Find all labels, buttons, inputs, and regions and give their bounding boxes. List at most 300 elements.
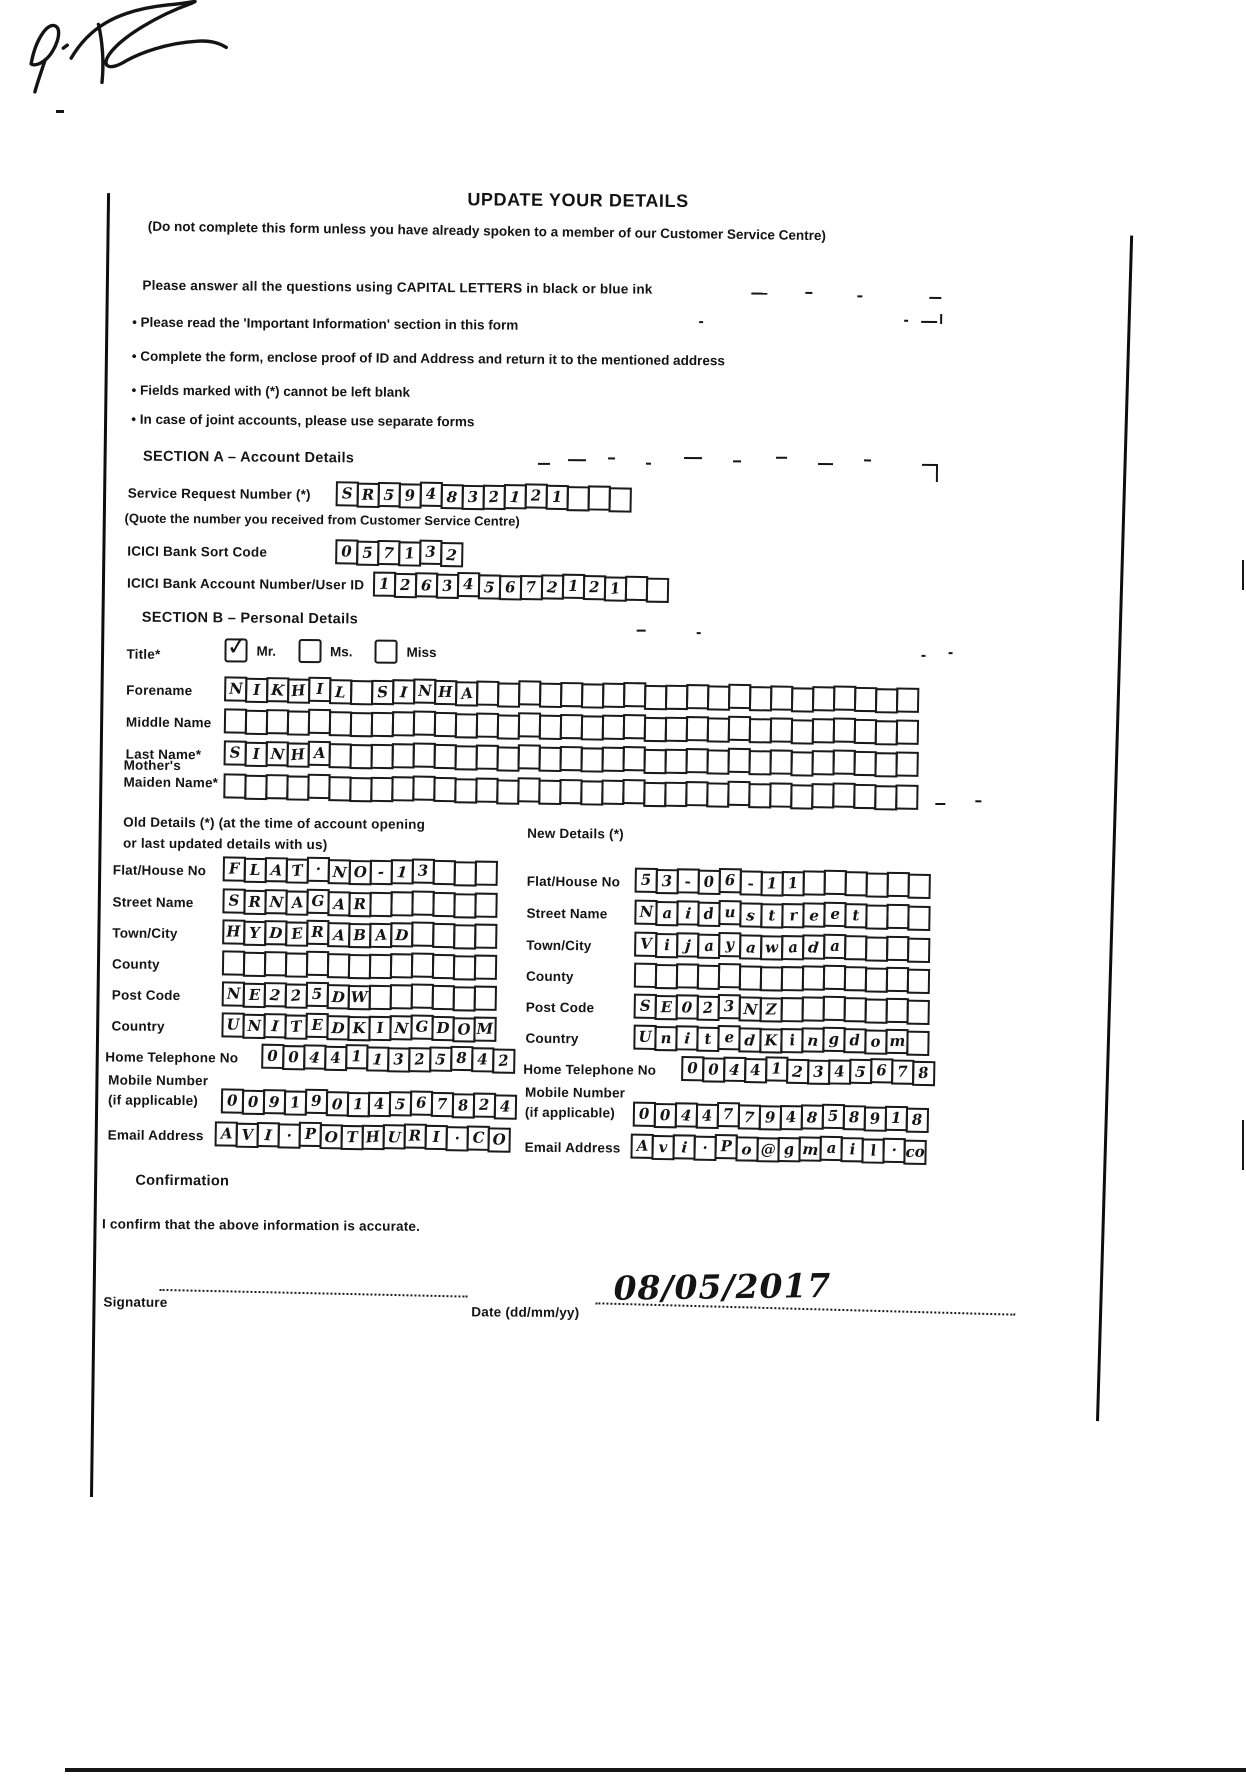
char-box bbox=[473, 1093, 496, 1118]
char-box bbox=[907, 874, 930, 899]
sort-code-boxes bbox=[335, 539, 461, 566]
char-box bbox=[802, 934, 825, 959]
handwritten-char: n bbox=[806, 1031, 820, 1051]
char-box bbox=[327, 984, 350, 1009]
char-box bbox=[497, 714, 520, 739]
title-option-label: Miss bbox=[406, 644, 437, 660]
char-box bbox=[517, 777, 540, 802]
char-box bbox=[328, 776, 351, 801]
char-box bbox=[738, 1027, 761, 1052]
char-box bbox=[812, 718, 835, 743]
char-box bbox=[224, 676, 247, 701]
char-box bbox=[823, 965, 846, 990]
char-box bbox=[278, 1123, 301, 1148]
char-box bbox=[791, 719, 814, 744]
title-option-label: Mr. bbox=[256, 643, 277, 659]
forename-boxes bbox=[224, 676, 917, 712]
handwritten-char: 2 bbox=[488, 487, 501, 507]
handwritten-char: O bbox=[323, 1127, 339, 1147]
handwritten-char: Z bbox=[765, 1000, 777, 1019]
char-box bbox=[261, 1044, 284, 1069]
char-box bbox=[429, 1046, 452, 1071]
char-box bbox=[822, 1027, 845, 1052]
char-box bbox=[719, 868, 742, 893]
char-box bbox=[245, 678, 268, 703]
char-box bbox=[434, 712, 457, 737]
sort-code-label: ICICI Bank Sort Code bbox=[127, 543, 268, 560]
new-county-label: County bbox=[525, 968, 574, 985]
char-box bbox=[714, 1134, 737, 1159]
char-box bbox=[823, 934, 846, 959]
char-box bbox=[419, 540, 442, 565]
char-box bbox=[546, 485, 569, 510]
old-county-boxes bbox=[222, 950, 495, 980]
handwritten-char: 0 bbox=[687, 1059, 699, 1078]
handwritten-char: H bbox=[438, 682, 453, 702]
char-box bbox=[499, 575, 522, 600]
char-box bbox=[243, 983, 266, 1008]
handwritten-char: i bbox=[788, 1031, 796, 1050]
new-hometel-boxes bbox=[681, 1056, 933, 1085]
handwritten-char: I bbox=[263, 1125, 273, 1145]
char-box bbox=[865, 936, 888, 961]
char-box bbox=[496, 746, 519, 771]
char-box bbox=[476, 713, 499, 738]
char-box bbox=[224, 740, 247, 765]
char-box bbox=[886, 967, 909, 992]
char-box bbox=[222, 981, 245, 1006]
handwritten-char: 7 bbox=[382, 543, 395, 563]
handwritten-char: C bbox=[472, 1128, 485, 1147]
handwritten-char: N bbox=[742, 999, 758, 1020]
char-box bbox=[476, 681, 499, 706]
handwritten-char: W bbox=[350, 987, 368, 1007]
char-box bbox=[434, 680, 457, 705]
char-box bbox=[760, 903, 783, 928]
char-box bbox=[781, 903, 804, 928]
char-box bbox=[781, 871, 804, 896]
handwritten-char: A bbox=[374, 925, 388, 945]
char-box bbox=[457, 572, 480, 597]
old-country-boxes bbox=[221, 1012, 494, 1042]
char-box bbox=[345, 1044, 368, 1069]
char-box bbox=[404, 1123, 427, 1148]
char-box bbox=[833, 717, 856, 742]
handwritten-char: 5 bbox=[311, 984, 323, 1004]
handwritten-char: 7 bbox=[743, 1108, 756, 1127]
char-box bbox=[770, 717, 793, 742]
handwritten-char: 1 bbox=[609, 579, 622, 598]
char-box bbox=[822, 1104, 845, 1129]
char-box bbox=[865, 904, 888, 929]
char-box bbox=[685, 781, 708, 806]
handwritten-char: N bbox=[393, 1018, 409, 1038]
char-box bbox=[895, 785, 918, 810]
char-box bbox=[368, 1016, 391, 1041]
char-box bbox=[299, 1122, 322, 1147]
char-box bbox=[739, 934, 762, 959]
handwritten-char: a bbox=[829, 936, 840, 956]
char-box bbox=[222, 919, 245, 944]
char-box bbox=[307, 774, 330, 799]
char-box bbox=[223, 773, 246, 798]
char-box bbox=[286, 858, 309, 883]
handwritten-char: w bbox=[765, 938, 779, 957]
char-box bbox=[882, 1138, 905, 1163]
new-town-boxes bbox=[634, 932, 928, 962]
char-box bbox=[833, 685, 856, 710]
char-box bbox=[760, 997, 783, 1022]
handwritten-char: 2 bbox=[497, 1051, 510, 1071]
new-flat-boxes bbox=[635, 868, 929, 898]
char-box bbox=[907, 969, 930, 994]
handwritten-char: V bbox=[241, 1125, 254, 1144]
char-box bbox=[326, 1015, 349, 1040]
handwritten-char: D bbox=[268, 923, 284, 943]
handwritten-char: 2 bbox=[413, 1049, 426, 1069]
char-box bbox=[453, 955, 476, 980]
handwritten-char: 1 bbox=[351, 1047, 363, 1066]
char-box bbox=[675, 1102, 698, 1127]
scan-artifact bbox=[805, 292, 812, 294]
handwritten-char: 6 bbox=[876, 1061, 888, 1080]
forename-label: Forename bbox=[126, 682, 193, 699]
char-box bbox=[373, 572, 396, 597]
char-box bbox=[410, 1091, 433, 1116]
char-box bbox=[336, 481, 359, 506]
char-box bbox=[655, 901, 678, 926]
handwritten-char: 4 bbox=[749, 1060, 762, 1080]
char-box bbox=[727, 781, 750, 806]
char-box bbox=[718, 900, 741, 925]
middle-name-boxes bbox=[224, 708, 917, 744]
char-box bbox=[749, 686, 772, 711]
old-street-label: Street Name bbox=[112, 894, 194, 911]
char-box bbox=[432, 985, 455, 1010]
new-postcode-boxes bbox=[634, 994, 928, 1024]
char-box bbox=[781, 935, 804, 960]
char-box bbox=[608, 487, 631, 512]
char-box bbox=[623, 682, 646, 707]
char-box bbox=[633, 1025, 656, 1050]
char-box bbox=[349, 860, 372, 885]
char-box bbox=[285, 890, 308, 915]
handwritten-char: R bbox=[361, 485, 375, 504]
char-box bbox=[389, 1015, 412, 1040]
char-box bbox=[886, 936, 909, 961]
handwritten-char: 1 bbox=[371, 1050, 384, 1070]
handwritten-char: I bbox=[252, 744, 260, 763]
handwritten-char: N bbox=[417, 681, 432, 700]
char-box bbox=[886, 872, 909, 897]
date-label: Date (dd/mm/yy) bbox=[471, 1304, 580, 1321]
handwritten-char: I bbox=[316, 679, 324, 699]
handwritten-char: 8 bbox=[457, 1095, 470, 1115]
char-box bbox=[801, 1104, 824, 1129]
char-box bbox=[665, 685, 688, 710]
new-mobile-label-line2: (if applicable) bbox=[524, 1104, 615, 1121]
char-box bbox=[677, 868, 700, 893]
handwritten-char: 2 bbox=[589, 578, 600, 597]
char-box bbox=[411, 984, 434, 1009]
char-box bbox=[285, 983, 308, 1008]
char-box bbox=[436, 574, 459, 599]
old-mobile-label-line2: (if applicable) bbox=[107, 1092, 199, 1109]
new-mobile-label-line1: Mobile Number bbox=[525, 1084, 626, 1101]
char-box bbox=[224, 708, 247, 733]
char-box bbox=[349, 777, 372, 802]
char-box bbox=[329, 711, 352, 736]
handwritten-char: 2 bbox=[290, 986, 303, 1006]
char-box bbox=[450, 1046, 473, 1071]
handwritten-char: a bbox=[661, 904, 672, 923]
char-box bbox=[824, 870, 847, 895]
char-box bbox=[348, 985, 371, 1010]
handwritten-char: N bbox=[247, 1016, 262, 1036]
handwritten-char: 2 bbox=[400, 575, 411, 595]
handwritten-char: d bbox=[807, 938, 820, 957]
char-box bbox=[811, 750, 834, 775]
handwritten-char: 8 bbox=[917, 1063, 930, 1083]
last-name-boxes bbox=[224, 740, 917, 776]
char-box bbox=[378, 482, 401, 507]
handwritten-char: 6 bbox=[505, 578, 516, 597]
handwritten-char: 7 bbox=[437, 1094, 448, 1114]
char-box bbox=[264, 889, 287, 914]
handwritten-char: 2 bbox=[445, 545, 458, 565]
handwritten-char: o bbox=[870, 1032, 882, 1052]
handwritten-char: 3 bbox=[425, 542, 437, 561]
char-box bbox=[823, 996, 846, 1021]
char-box bbox=[740, 870, 763, 895]
handwritten-char: 1 bbox=[551, 487, 563, 507]
char-box bbox=[739, 965, 762, 990]
char-box bbox=[770, 685, 793, 710]
char-box bbox=[588, 485, 611, 510]
handwritten-char: N bbox=[331, 862, 347, 882]
scan-artifact bbox=[949, 652, 953, 654]
handwritten-char: 6 bbox=[420, 576, 433, 595]
handwritten-char: t bbox=[768, 906, 776, 925]
char-box bbox=[223, 856, 246, 881]
char-box bbox=[242, 1090, 265, 1115]
char-box bbox=[245, 710, 268, 735]
char-box bbox=[475, 778, 498, 803]
scan-artifact bbox=[921, 321, 937, 323]
char-box bbox=[539, 715, 562, 740]
handwritten-char: 5 bbox=[640, 870, 652, 889]
handwritten-char: I bbox=[399, 683, 408, 702]
handwritten-char: y bbox=[725, 935, 735, 954]
char-box bbox=[453, 986, 476, 1011]
char-box bbox=[413, 679, 436, 704]
scan-artifact bbox=[922, 464, 938, 482]
char-box bbox=[433, 860, 456, 885]
handwritten-char: 7 bbox=[525, 577, 538, 597]
handwritten-char: 5 bbox=[854, 1062, 867, 1082]
handwritten-char: U bbox=[386, 1127, 402, 1147]
char-box bbox=[263, 1089, 286, 1114]
char-box bbox=[266, 709, 289, 734]
char-box bbox=[765, 1056, 788, 1081]
char-box bbox=[264, 920, 287, 945]
title-option bbox=[224, 630, 277, 662]
char-box bbox=[633, 1102, 656, 1127]
char-box bbox=[287, 710, 310, 735]
scan-artifact bbox=[608, 457, 615, 459]
char-box bbox=[769, 749, 792, 774]
char-box bbox=[686, 716, 709, 741]
handwritten-char: 4 bbox=[477, 1050, 489, 1069]
handwritten-char: 9 bbox=[311, 1091, 322, 1111]
handwritten-char: 2 bbox=[479, 1095, 490, 1114]
char-box bbox=[327, 922, 350, 947]
char-box bbox=[335, 539, 358, 564]
maiden-name-boxes bbox=[223, 773, 916, 809]
handwritten-char: co bbox=[905, 1142, 925, 1161]
char-box bbox=[305, 1089, 328, 1114]
handwritten-char: e bbox=[830, 904, 840, 924]
scan-artifact bbox=[568, 459, 586, 461]
char-box bbox=[780, 1105, 803, 1130]
char-box bbox=[215, 1121, 238, 1146]
char-box bbox=[865, 967, 888, 992]
char-box bbox=[541, 574, 564, 599]
char-box bbox=[759, 1028, 782, 1053]
handwritten-char: 1 bbox=[396, 862, 409, 882]
handwritten-char: G bbox=[311, 891, 325, 911]
handwritten-char: 5 bbox=[362, 543, 374, 562]
scan-artifact bbox=[975, 800, 981, 802]
char-box bbox=[560, 682, 583, 707]
char-box bbox=[562, 574, 585, 599]
char-box bbox=[308, 709, 331, 734]
char-box bbox=[483, 485, 506, 510]
scan-artifact bbox=[751, 293, 767, 295]
char-box bbox=[681, 1056, 704, 1081]
char-box bbox=[319, 1124, 342, 1149]
handwritten-char: - bbox=[747, 874, 756, 893]
char-box bbox=[496, 779, 519, 804]
unchecked-checkbox bbox=[298, 639, 321, 663]
char-box bbox=[739, 902, 762, 927]
scan-artifact bbox=[922, 655, 926, 657]
new-country-boxes bbox=[633, 1025, 927, 1055]
char-box bbox=[854, 687, 877, 712]
scan-artifact bbox=[646, 463, 651, 465]
char-box bbox=[844, 903, 867, 928]
service-request-label: Service Request Number (*) bbox=[127, 485, 311, 503]
handwritten-char: · bbox=[891, 1140, 897, 1159]
char-box bbox=[390, 984, 413, 1009]
handwritten-char: 0 bbox=[288, 1048, 300, 1067]
char-box bbox=[907, 938, 930, 963]
handwritten-char: i bbox=[684, 904, 692, 923]
char-box bbox=[723, 1057, 746, 1082]
handwritten-char: H bbox=[290, 681, 307, 701]
char-box bbox=[328, 743, 351, 768]
char-box bbox=[303, 1044, 326, 1069]
handwritten-char: 0 bbox=[267, 1046, 279, 1065]
handwritten-char: D bbox=[330, 1018, 346, 1038]
handwritten-char: @ bbox=[760, 1140, 776, 1159]
handwritten-char: 1 bbox=[771, 1059, 783, 1078]
handwritten-char: N bbox=[269, 744, 285, 764]
char-box bbox=[284, 1090, 307, 1115]
char-box bbox=[706, 749, 729, 774]
handwritten-char: 6 bbox=[416, 1093, 427, 1112]
handwritten-char: 5 bbox=[383, 485, 396, 505]
char-box bbox=[398, 541, 421, 566]
char-box bbox=[431, 1092, 454, 1117]
char-box bbox=[655, 933, 678, 958]
char-box bbox=[786, 1059, 809, 1084]
handwritten-char: - bbox=[377, 862, 386, 882]
handwritten-char: 3 bbox=[441, 576, 454, 596]
char-box bbox=[432, 923, 455, 948]
char-box bbox=[308, 741, 331, 766]
handwritten-char: 4 bbox=[329, 1048, 342, 1068]
handwritten-char: I bbox=[432, 1127, 440, 1147]
new-flat-label: Flat/House No bbox=[526, 873, 621, 890]
char-box bbox=[644, 717, 667, 742]
handwritten-char: e bbox=[808, 906, 820, 925]
old-details-heading-line1: Old Details (*) (at the time of account opening bbox=[123, 814, 426, 832]
service-request-note: (Quote the number you received from Customer Service Centre) bbox=[124, 510, 520, 529]
char-box bbox=[487, 1127, 510, 1152]
handwritten-char: 7 bbox=[723, 1105, 734, 1124]
scan-artifact bbox=[935, 803, 945, 805]
char-box bbox=[452, 1017, 475, 1042]
handwritten-char: 3 bbox=[661, 872, 673, 891]
char-box bbox=[696, 1027, 719, 1052]
handwritten-char: n bbox=[660, 1029, 672, 1048]
char-box bbox=[567, 486, 590, 511]
handwritten-char: 9 bbox=[764, 1108, 776, 1127]
char-box bbox=[390, 891, 413, 916]
handwritten-char: N bbox=[638, 902, 654, 921]
handwritten-char: 0 bbox=[659, 1106, 671, 1125]
char-box bbox=[412, 859, 435, 884]
char-box bbox=[361, 1125, 384, 1150]
handwritten-char: i bbox=[680, 1138, 688, 1157]
char-box bbox=[518, 712, 541, 737]
handwritten-char: 4 bbox=[500, 1097, 511, 1116]
handwritten-char: R bbox=[311, 922, 325, 942]
handwritten-char: H bbox=[365, 1127, 382, 1147]
char-box bbox=[874, 785, 897, 810]
char-box bbox=[455, 713, 478, 738]
char-box bbox=[875, 720, 898, 745]
char-box bbox=[844, 997, 867, 1022]
char-box bbox=[811, 783, 834, 808]
char-box bbox=[728, 684, 751, 709]
char-box bbox=[697, 902, 720, 927]
old-mobile-label-line1: Mobile Number bbox=[108, 1072, 209, 1089]
handwritten-char: i bbox=[663, 936, 670, 955]
new-town-label: Town/City bbox=[526, 937, 592, 954]
char-box bbox=[236, 1123, 259, 1148]
char-box bbox=[243, 890, 266, 915]
char-box bbox=[844, 935, 867, 960]
char-box bbox=[266, 677, 289, 702]
old-hometel-label: Home Telephone No bbox=[105, 1049, 239, 1066]
scan-artifact bbox=[864, 459, 871, 461]
char-box bbox=[452, 1093, 475, 1118]
handwritten-char: m bbox=[888, 1031, 906, 1051]
handwritten-char: U bbox=[226, 1015, 240, 1034]
handwritten-char: 1 bbox=[787, 873, 800, 893]
